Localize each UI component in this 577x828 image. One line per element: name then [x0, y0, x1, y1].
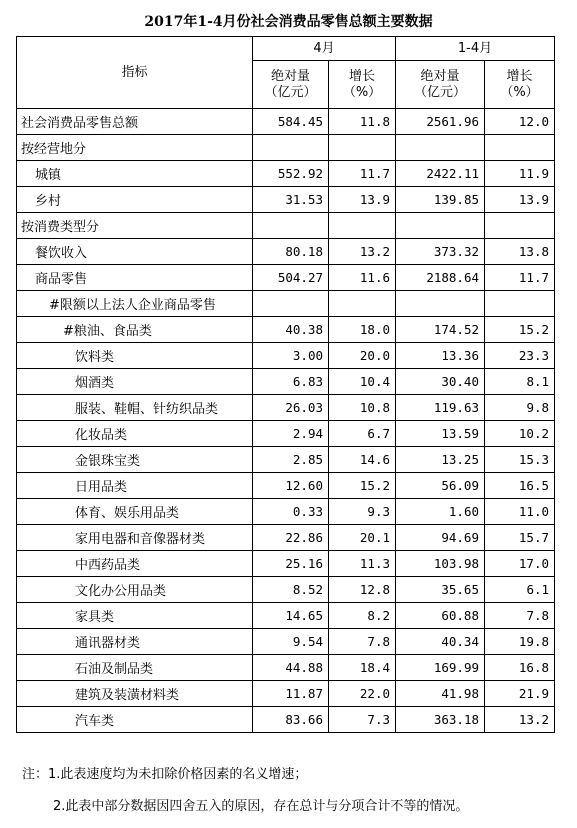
month-absolute-value: 11.87 [253, 681, 329, 707]
footnote-prefix: 注： [22, 767, 49, 782]
cumulative-growth-value: 23.3 [485, 343, 555, 369]
cumulative-growth-value: 21.9 [485, 681, 555, 707]
table-row [17, 291, 555, 317]
cumulative-growth-value: 10.2 [485, 421, 555, 447]
table-body [17, 109, 555, 733]
row-label: 乡村 [17, 187, 253, 213]
cumulative-absolute-value: 139.85 [396, 187, 485, 213]
cumulative-growth-value: 15.7 [485, 525, 555, 551]
table-row [17, 343, 555, 369]
cumulative-absolute-value: 169.99 [396, 655, 485, 681]
header-growth-line1: 增长 [348, 68, 375, 84]
row-label: 中西药品类 [17, 551, 253, 577]
cumulative-absolute-value: 35.65 [396, 577, 485, 603]
cumulative-absolute-value: 2422.11 [396, 161, 485, 187]
table-row [17, 629, 555, 655]
table-row [17, 239, 555, 265]
header-period-month: 4月 [253, 37, 396, 61]
month-absolute-value: 44.88 [253, 655, 329, 681]
cumulative-absolute-value: 30.40 [396, 369, 485, 395]
table-row [17, 447, 555, 473]
month-absolute-value: 83.66 [253, 707, 329, 733]
cumulative-growth-value: 11.7 [485, 265, 555, 291]
cumulative-growth-value: 11.0 [485, 499, 555, 525]
footnote-2-text: 2.此表中部分数据因四舍五入的原因，存在总计与分项合计不等的情况。 [53, 799, 469, 814]
cumulative-absolute-value [396, 291, 485, 317]
month-absolute-value: 8.52 [253, 577, 329, 603]
month-growth-value: 18.4 [329, 655, 396, 681]
month-growth-value: 15.2 [329, 473, 396, 499]
row-label: 服装、鞋帽、针纺织品类 [17, 395, 253, 421]
month-absolute-value: 80.18 [253, 239, 329, 265]
table-row [17, 421, 555, 447]
header-indicator: 指标 [17, 37, 253, 109]
month-absolute-value: 552.92 [253, 161, 329, 187]
month-absolute-value: 0.33 [253, 499, 329, 525]
row-label: 汽车类 [17, 707, 253, 733]
cumulative-growth-value: 12.0 [485, 109, 555, 135]
month-growth-value: 11.3 [329, 551, 396, 577]
cumulative-growth-value: 16.8 [485, 655, 555, 681]
retail-sales-table [16, 36, 555, 733]
month-growth-value: 13.2 [329, 239, 396, 265]
table-row [17, 499, 555, 525]
month-growth-value: 12.8 [329, 577, 396, 603]
footnote-2 [22, 796, 468, 828]
month-growth-value: 6.7 [329, 421, 396, 447]
footnote-1-text: 1.此表速度均为未扣除价格因素的名义增速； [48, 767, 308, 782]
cumulative-absolute-value: 41.98 [396, 681, 485, 707]
month-absolute-value: 26.03 [253, 395, 329, 421]
month-growth-value: 7.3 [329, 707, 396, 733]
header-growth-line1: 增长 [506, 68, 533, 84]
cumulative-growth-value [485, 291, 555, 317]
month-growth-value: 13.9 [329, 187, 396, 213]
cumulative-growth-value: 6.1 [485, 577, 555, 603]
row-label: 金银珠宝类 [17, 447, 253, 473]
month-absolute-value [253, 213, 329, 239]
month-absolute-value: 2.94 [253, 421, 329, 447]
row-label: 饮料类 [17, 343, 253, 369]
table-row [17, 551, 555, 577]
month-absolute-value [253, 135, 329, 161]
row-label: 按消费类型分 [17, 213, 253, 239]
cumulative-absolute-value: 13.59 [396, 421, 485, 447]
cumulative-growth-value: 16.5 [485, 473, 555, 499]
cumulative-absolute-value [396, 135, 485, 161]
month-growth-value: 10.4 [329, 369, 396, 395]
header-period-cumulative: 1-4月 [396, 37, 555, 61]
month-absolute-value: 9.54 [253, 629, 329, 655]
month-growth-value: 11.6 [329, 265, 396, 291]
cumulative-growth-value: 11.9 [485, 161, 555, 187]
row-label: 商品零售 [17, 265, 253, 291]
table-row [17, 213, 555, 239]
row-label: 家具类 [17, 603, 253, 629]
table-row [17, 187, 555, 213]
cumulative-growth-value: 13.8 [485, 239, 555, 265]
row-label: 按经营地分 [17, 135, 253, 161]
cumulative-absolute-value: 373.32 [396, 239, 485, 265]
cumulative-absolute-value [396, 213, 485, 239]
table-row [17, 317, 555, 343]
row-label: 建筑及装潢材料类 [17, 681, 253, 707]
table-row [17, 603, 555, 629]
table-row [17, 109, 555, 135]
month-growth-value: 8.2 [329, 603, 396, 629]
header-month-absolute [253, 61, 329, 109]
month-absolute-value: 31.53 [253, 187, 329, 213]
header-cum-growth [485, 61, 555, 109]
cumulative-growth-value: 13.2 [485, 707, 555, 733]
table-row [17, 161, 555, 187]
table-row [17, 395, 555, 421]
cumulative-growth-value: 8.1 [485, 369, 555, 395]
row-label: #粮油、食品类 [17, 317, 253, 343]
cumulative-growth-value: 13.9 [485, 187, 555, 213]
table-row [17, 369, 555, 395]
header-abs-line2: （亿元） [264, 84, 317, 100]
cumulative-absolute-value: 1.60 [396, 499, 485, 525]
cumulative-growth-value [485, 135, 555, 161]
header-growth-line2: （%） [342, 84, 382, 100]
header-abs-line1: 绝对量 [270, 68, 310, 84]
month-absolute-value [253, 291, 329, 317]
month-growth-value: 10.8 [329, 395, 396, 421]
month-growth-value: 20.1 [329, 525, 396, 551]
table-row [17, 473, 555, 499]
cumulative-growth-value: 7.8 [485, 603, 555, 629]
cumulative-absolute-value: 2188.64 [396, 265, 485, 291]
header-cum-absolute [396, 61, 485, 109]
header-abs-line1: 绝对量 [420, 68, 460, 84]
table-row [17, 707, 555, 733]
month-growth-value: 14.6 [329, 447, 396, 473]
month-growth-value: 11.7 [329, 161, 396, 187]
row-label: 日用品类 [17, 473, 253, 499]
cumulative-growth-value: 15.3 [485, 447, 555, 473]
cumulative-growth-value: 9.8 [485, 395, 555, 421]
cumulative-absolute-value: 363.18 [396, 707, 485, 733]
header-abs-line2: （亿元） [413, 84, 466, 100]
cumulative-absolute-value: 2561.96 [396, 109, 485, 135]
cumulative-absolute-value: 40.34 [396, 629, 485, 655]
row-label: 社会消费品零售总额 [17, 109, 253, 135]
table-row [17, 265, 555, 291]
month-absolute-value: 40.38 [253, 317, 329, 343]
cumulative-absolute-value: 56.09 [396, 473, 485, 499]
table-row [17, 681, 555, 707]
month-absolute-value: 12.60 [253, 473, 329, 499]
footnotes [22, 764, 468, 828]
row-label: 家用电器和音像器材类 [17, 525, 253, 551]
row-label: 城镇 [17, 161, 253, 187]
month-growth-value: 22.0 [329, 681, 396, 707]
month-growth-value [329, 135, 396, 161]
month-absolute-value: 2.85 [253, 447, 329, 473]
footnote-1 [22, 764, 468, 796]
cumulative-absolute-value: 103.98 [396, 551, 485, 577]
header-month-growth [329, 61, 396, 109]
month-absolute-value: 25.16 [253, 551, 329, 577]
month-growth-value: 20.0 [329, 343, 396, 369]
cumulative-absolute-value: 119.63 [396, 395, 485, 421]
row-label: 化妆品类 [17, 421, 253, 447]
table-title: 2017年1-4月份社会消费品零售总额主要数据 [144, 14, 433, 30]
cumulative-growth-value: 15.2 [485, 317, 555, 343]
row-label: 通讯器材类 [17, 629, 253, 655]
row-label: 体育、娱乐用品类 [17, 499, 253, 525]
table-row [17, 525, 555, 551]
cumulative-absolute-value: 94.69 [396, 525, 485, 551]
table-row [17, 655, 555, 681]
month-growth-value: 18.0 [329, 317, 396, 343]
month-growth-value: 7.8 [329, 629, 396, 655]
month-growth-value: 11.8 [329, 109, 396, 135]
table-row [17, 577, 555, 603]
cumulative-absolute-value: 60.88 [396, 603, 485, 629]
row-label: 石油及制品类 [17, 655, 253, 681]
header-growth-line2: （%） [500, 84, 539, 100]
cumulative-growth-value [485, 213, 555, 239]
row-label: 烟酒类 [17, 369, 253, 395]
row-label: 文化办公用品类 [17, 577, 253, 603]
cumulative-absolute-value: 13.25 [396, 447, 485, 473]
month-absolute-value: 6.83 [253, 369, 329, 395]
month-absolute-value: 584.45 [253, 109, 329, 135]
row-label: #限额以上法人企业商品零售 [17, 291, 253, 317]
cumulative-absolute-value: 174.52 [396, 317, 485, 343]
cumulative-growth-value: 19.8 [485, 629, 555, 655]
month-absolute-value: 504.27 [253, 265, 329, 291]
month-absolute-value: 14.65 [253, 603, 329, 629]
cumulative-growth-value: 17.0 [485, 551, 555, 577]
month-absolute-value: 22.86 [253, 525, 329, 551]
row-label: 餐饮收入 [17, 239, 253, 265]
month-absolute-value: 3.00 [253, 343, 329, 369]
month-growth-value [329, 213, 396, 239]
month-growth-value: 9.3 [329, 499, 396, 525]
cumulative-absolute-value: 13.36 [396, 343, 485, 369]
table-row [17, 135, 555, 161]
month-growth-value [329, 291, 396, 317]
